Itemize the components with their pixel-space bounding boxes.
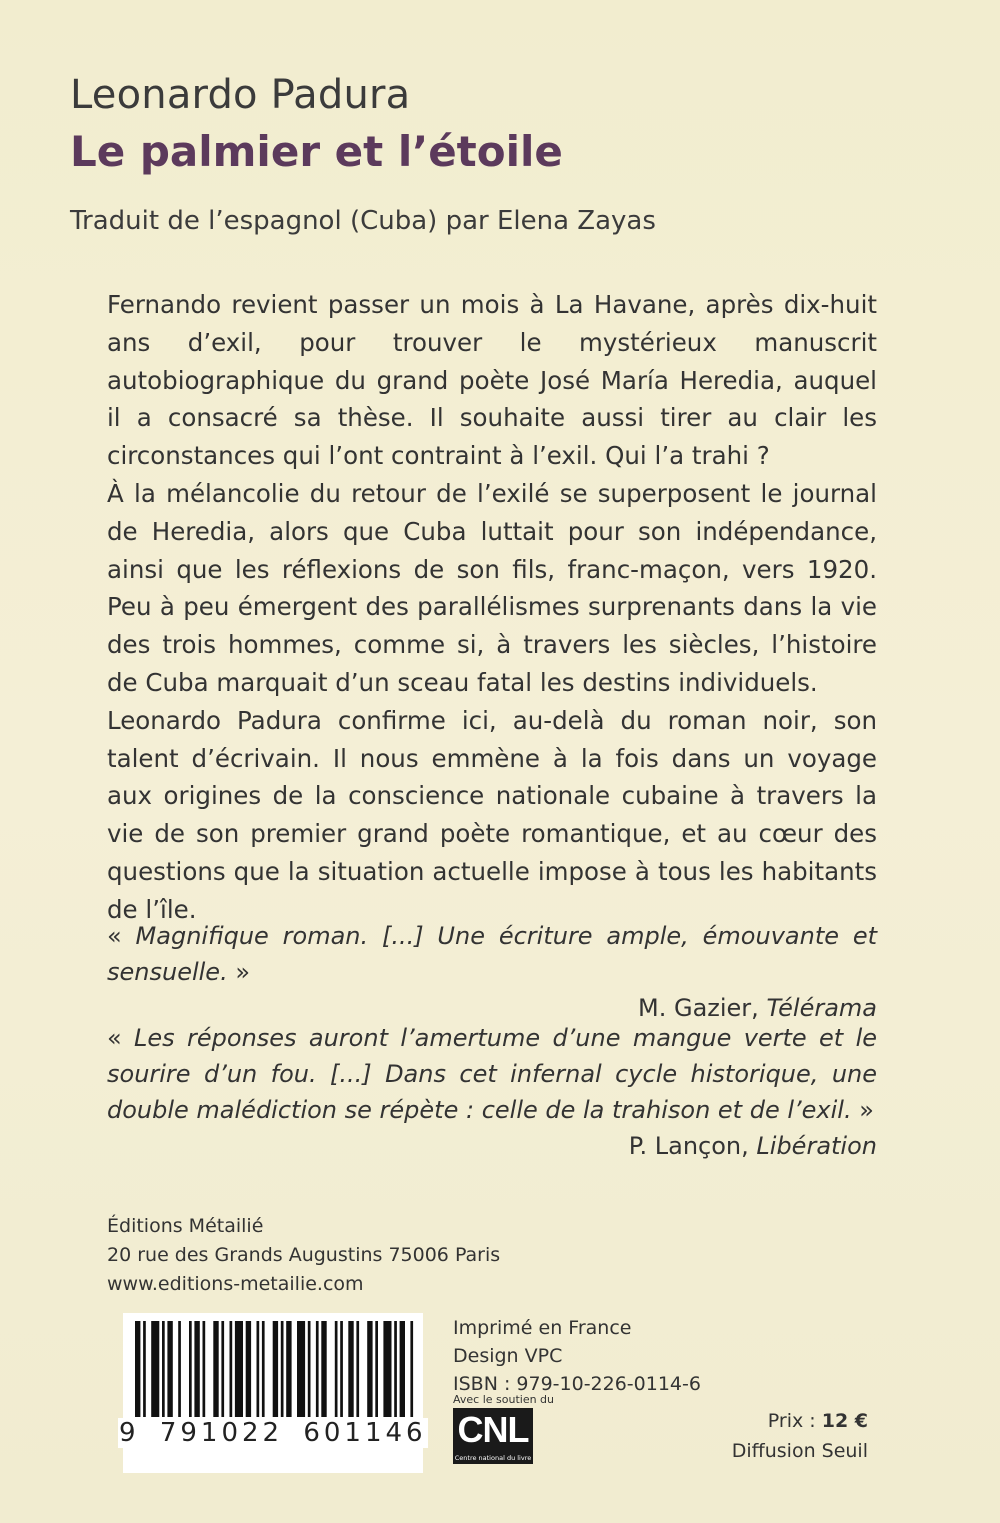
blurb-paragraph: Leonardo Padura confirme ici, au-delà du roman noir, son talent d’écrivain. Il nous emmène à la fois dans un voyage aux origines de la conscience nationale cubaine à travers la vie de son premier grand poète romantique, et au cœur des questions que la situation actuelle impose à tous les habitants de l’île. (107, 705, 877, 924)
barcode-bar (321, 1321, 326, 1417)
cnl-logo (453, 1408, 533, 1464)
barcode-bar (335, 1321, 338, 1417)
barcode-bar (189, 1321, 192, 1417)
barcode-bar (297, 1321, 305, 1417)
barcode-bar (400, 1321, 405, 1417)
quote-outlet: Libération (756, 1132, 877, 1160)
barcode-bar (246, 1321, 251, 1417)
barcode-bar (348, 1321, 353, 1417)
blurb-paragraph: À la mélancolie du retour de l’exilé se superposent le journal de Heredia, alors que Cuba luttait pour son indépendance, ainsi que les réflexions de son fils, franc-maçon, vers 1920. Peu à peu émergent des parallélismes surprenants dans la vie des trois hommes, comme si, à travers les siècles, l’histoire de Cuba marquait d’un sceau fatal les destins individuels. (107, 478, 877, 697)
barcode-digit-group-right: 601146 (303, 1418, 427, 1448)
barcode-bar (151, 1321, 159, 1417)
book-title: Le palmier et l’étoile (70, 127, 563, 176)
quote-body: Les réponses auront l’amertume d’une mangue verte et le sourire d’un fou. [...] Dans cet infernal cycle historique, une double malédiction se répète : celle de la trahison et de l’exil. (107, 1024, 877, 1124)
quote-body: Magnifique roman. [...] Une écriture ample, émouvante et sensuelle. (107, 922, 878, 986)
quote-outlet: Télérama (766, 994, 877, 1022)
barcode-bar (281, 1321, 284, 1417)
barcode-bar (375, 1321, 378, 1417)
author-name: Leonardo Padura (70, 72, 411, 118)
barcode-bar (143, 1321, 146, 1417)
press-quote (107, 918, 877, 1026)
publisher-address: 20 rue des Grands Augustins 75006 Paris (107, 1244, 501, 1266)
barcode-bar (221, 1321, 224, 1417)
quote-close-mark: » (851, 1096, 874, 1124)
barcode-bar (410, 1321, 413, 1417)
barcode-bar (316, 1321, 319, 1417)
quote-open-mark: « (107, 1024, 135, 1052)
design-credit: Design VPC (453, 1345, 563, 1367)
barcode-bar (356, 1321, 359, 1417)
distributor: Diffusion Seuil (731, 1440, 868, 1462)
quote-text (107, 918, 877, 990)
barcode-bar (273, 1321, 278, 1417)
publisher-website: www.editions-metailie.com (107, 1273, 364, 1295)
press-quote (107, 1020, 877, 1164)
cnl-caption: Avec le soutien du (453, 1393, 555, 1406)
quote-author: M. Gazier, (638, 994, 767, 1022)
quote-open-mark: « (107, 922, 136, 950)
barcode-bar (286, 1321, 291, 1417)
barcode-bar (308, 1321, 311, 1417)
publisher-name: Éditions Métailié (107, 1215, 264, 1237)
barcode-bar (367, 1321, 372, 1417)
barcode-bar (262, 1321, 265, 1417)
barcode-bar (178, 1321, 181, 1417)
imprint-info (453, 1314, 701, 1398)
barcode-bar (394, 1321, 397, 1417)
barcode-bar (167, 1321, 172, 1417)
barcode (123, 1313, 423, 1473)
barcode-bar (162, 1321, 165, 1417)
barcode-bar (194, 1321, 199, 1417)
barcode-bar (235, 1321, 243, 1417)
barcode-digit-prefix: 9 (119, 1418, 136, 1448)
isbn: ISBN : 979-10-226-0114-6 (453, 1373, 701, 1395)
cnl-logo-subtitle: Centre national du livre (454, 1454, 532, 1462)
quote-close-mark: » (227, 958, 251, 986)
barcode-digit-group-left: 791022 (159, 1418, 284, 1448)
translator-credit: Traduit de l’espagnol (Cuba) par Elena Zayas (70, 206, 656, 236)
price-label: Prix : (767, 1410, 822, 1432)
quote-author: P. Lançon, (628, 1132, 757, 1160)
barcode-bar (230, 1321, 233, 1417)
barcode-bar (383, 1321, 391, 1417)
cnl-logo-letters: CNL (457, 1409, 529, 1450)
barcode-bar (340, 1321, 343, 1417)
blurb (107, 286, 877, 929)
barcode-bars (123, 1313, 423, 1473)
price (768, 1410, 868, 1432)
blurb-paragraph: Fernando revient passer un mois à La Havane, après dix-huit ans d’exil, pour trouver le mystérieux manuscrit autobiographique du grand poète José María Heredia, auquel il a consacré sa thèse. Il souhaite aussi tirer au clair les circonstances qui l’ont contraint à l’exil. Qui l’a trahi ? (107, 290, 877, 471)
printed-in: Imprimé en France (453, 1317, 632, 1339)
price-value: 12 € (821, 1410, 868, 1432)
barcode-bar (257, 1321, 260, 1417)
quote-source (107, 1128, 877, 1164)
publisher-info (107, 1212, 500, 1299)
barcode-bar (213, 1321, 218, 1417)
barcode-digits (118, 1418, 428, 1448)
barcode-bar (135, 1321, 140, 1417)
barcode-bar (203, 1321, 206, 1417)
quote-text (107, 1020, 877, 1128)
